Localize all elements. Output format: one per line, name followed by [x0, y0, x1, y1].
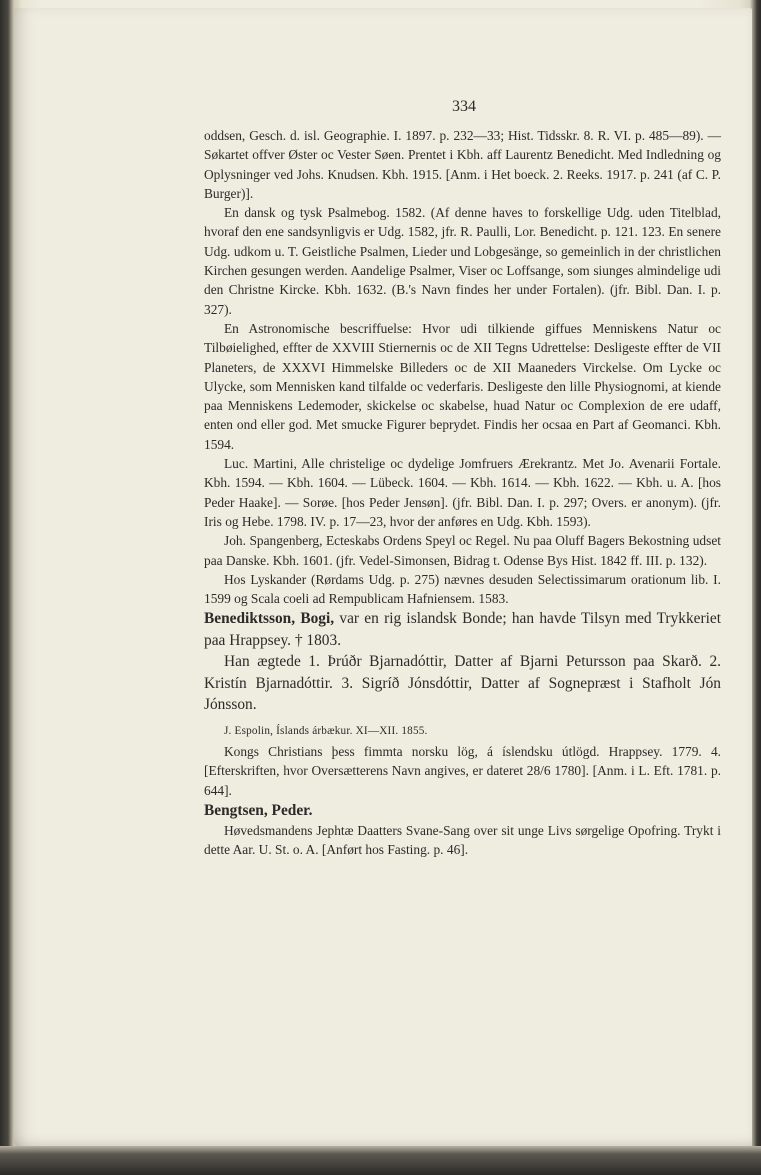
entry-family: Han ægtede 1. Þrúðr Bjarnadóttir, Datter af Bjarni Petursson paa Skarð. 2. Kristín Bjarnadóttir. 3. Sigríð Jónsdóttir, Datter af Sognepræst i Stafholt Jón Jónsson.: [204, 653, 721, 714]
paragraph-astronomische: En Astronomische bescriffuelse: Hvor udi tilkiende giffues Menniskens Natur oc Tilbøielighed, effter de XXVIII Stiernernis oc de XII Tegns Udrettelse: Desligeste effter de VII Planeters, de XXXVI Himmelske Billeders oc de XII Maaneders Virckelse. Om Lycke oc Ulycke, som Mennisken kand tilfalde oc vederfaris. Desligeste den lille Physiognomi, at kiende paa Menniskens Ledemoder, skickelse oc skabelse, huad Natur oc Complexion de ere udaff, enten ond eller god. Met smucke Figurer beprydet. Findis her ocsaa en Part af Geomanci. Kbh. 1594.: [204, 320, 721, 452]
paragraph-spangenberg: Joh. Spangenberg, Ecteskabs Ordens Speyl oc Regel. Nu paa Oluff Bagers Bekostning udset paa Danske. Kbh. 1601. (jfr. Vedel-Simonsen, Bidrag t. Odense Bys Hist. 1842 ff. III. p. 132).: [204, 533, 721, 568]
entry-description: var en rig islandsk Bonde; han havde Tilsyn med Trykkeriet paa Hrappsey. † 1803.: [204, 610, 721, 649]
entry-bengtsen-heading: Bengtsen, Peder.: [204, 801, 313, 819]
book-bottom-edge: [0, 1146, 761, 1175]
page-number: 334: [452, 98, 476, 115]
entry-work: Kongs Christians þess fimmta norsku lög, á íslendsku útlögd. Hrappsey. 1779. 4. [Efterskriften, hvor Oversætterens Navn angives, er dateret 28/6 1780]. [Anm. i L. Eft. 1781. p. 644].: [204, 743, 721, 798]
paragraph-continuation: oddsen, Gesch. d. isl. Geographie. I. 1897. p. 232—33; Hist. Tidsskr. 8. R. VI. p. 485—89). — Søkartet offver Øster oc Vester Søen. Prentet i Kbh. aff Laurentz Benedicht. Med Indledning og Oplysninger ved Johs. Knudsen. Kbh. 1915. [Anm. i Het boeck. 2. Reeks. 1917. p. 241 (af C. P. Burger)].: [204, 128, 721, 201]
entry-name: Benediktsson, Bogi,: [204, 610, 335, 628]
entry-bengtsen-work: Høvedsmandens Jephtæ Daatters Svane-Sang over sit unge Livs sørgelige Opofring. Trykt i dette Aar. U. St. o. A. [Anført hos Fasting. p. 46].: [204, 822, 721, 858]
paragraph-lyskander: Hos Lyskander (Rørdams Udg. p. 275) nævnes desuden Selectissimarum orationum lib. I. 1599 og Scala coeli ad Rempublicam Hafniensem. 1583.: [204, 571, 721, 607]
entry-benediktsson-heading: [204, 608, 721, 651]
page-text: [204, 126, 721, 859]
paragraph-psalmebog: En dansk og tysk Psalmebog. 1582. (Af denne haves to forskellige Udg. uden Titelblad, hvoraf den ene sandsynligvis er Udg. 1582, jfr. R. Paulli, Lor. Benedicht. p. 121. 123. En senere Udg. udkom u. T. Geistliche Psalmen, Lieder und Lobgesänge, so gemeinlich in der christlichen Kirchen gesungen werden. Aandelige Psalmer, Viser oc Loffsange, som siunges almindelige udi den Christne Kircke. Kbh. 1632. (B.'s Navn findes her under Fortalen). (jfr. Bibl. Dan. I. p. 327).: [204, 205, 721, 317]
entry-source: J. Espolin, Íslands árbækur. XI—XII. 1855.: [224, 724, 428, 737]
paragraph-martini: Luc. Martini, Alle christelige oc dydelige Jomfruers Ærekrantz. Met Jo. Avenarii Fortale. Kbh. 1594. — Kbh. 1604. — Lübeck. 1604. — Kbh. 1614. — Kbh. 1622. — Kbh. u. A. [hos Peder Haake]. — Sorøe. [hos Peder Jensøn]. (jfr. Bibl. Dan. I. p. 297; Overs. er anonym). (jfr. Iris og Hebe. 1798. IV. p. 17—23, hvor der anføres en Udg. Kbh. 1593).: [204, 456, 721, 529]
